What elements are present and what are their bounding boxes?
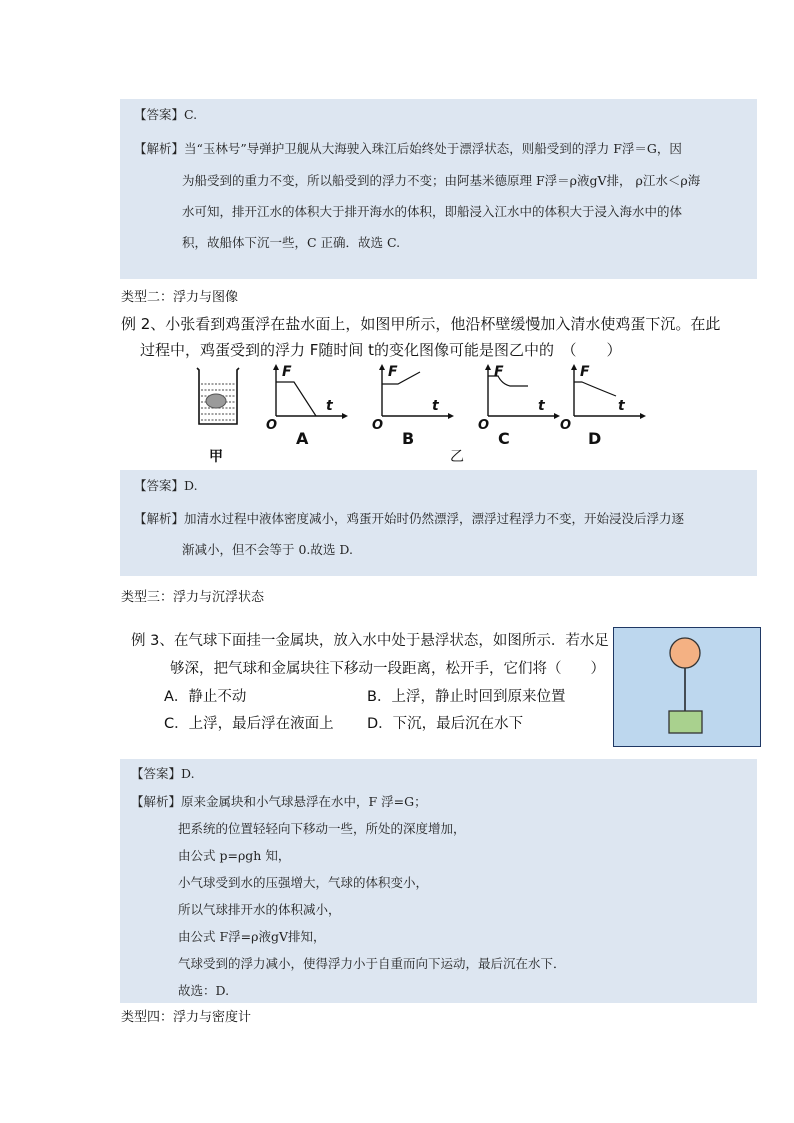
analysis-2-line2: 渐减小，但不会等于 0.故选 D. [182,542,353,557]
axis-t-a: t [326,398,333,414]
example3-line1: 例 3、在气球下面挂一金属块，放入水中处于悬浮状态，如图所示．若水足 [131,633,609,649]
fig-jia-label: 甲 [209,449,223,465]
analysis-1-line4: 积，故船体下沉一些，C 正确．故选 C. [182,235,401,250]
option-a: A．静止不动 [164,689,247,705]
example2-line2: 过程中，鸡蛋受到的浮力 F随时间 t的变化图像可能是图乙中的 （ ） [140,341,622,359]
axis-f-c: F [494,364,504,380]
analysis-1-line2: 为船受到的重力不变，所以船受到的浮力不变；由阿基米德原理 F浮＝ρ液gV排， ρ江水＜ρ海 [182,173,701,188]
graph-d-label: D [588,429,602,448]
answer-3: 【答案】D. [131,766,195,781]
graph-d [560,364,646,456]
analysis-3-line4: 小气球受到水的压强增大，气球的体积变小， [178,875,429,890]
curve-a [276,382,316,416]
type2-heading: 类型二：浮力与图像 [121,290,239,305]
example3-line2: 够深，把气球和金属块往下移动一段距离，松开手，它们将（ ） [170,661,605,677]
balloon [670,638,700,668]
graph-a [262,364,348,456]
fig-yi-label: 乙 [450,449,464,465]
graph-c-label: C [498,429,510,448]
axis-o-b: O [372,418,384,433]
axis-t-b: t [432,398,439,414]
type4-heading: 类型四：浮力与密度计 [121,1010,252,1025]
egg [206,394,226,408]
option-c: C．上浮，最后浮在液面上 [164,716,334,732]
axis-f-d: F [580,364,590,380]
answer-1: 【答案】C. [134,107,198,122]
graph-a-label: A [296,429,309,448]
analysis-3-line2: 把系统的位置轻轻向下移动一些，所处的深度增加， [178,821,466,836]
beaker-figure [195,366,241,428]
graph-c [474,364,560,456]
analysis-3-line8: 故选：D. [178,983,230,998]
analysis-3-line3: 由公式 p=ρgh 知， [178,848,291,863]
graph-b-label: B [402,429,415,448]
analysis-2-line1: 【解析】加清水过程中液体密度减小，鸡蛋开始时仍然漂浮，漂浮过程浮力不变，开始浸没后浮力逐 [134,511,685,526]
axis-o-a: O [266,418,278,433]
analysis-3-line5: 所以气球排开水的体积减小， [178,902,341,917]
balloon-figure [613,627,761,747]
metal-block [669,711,702,733]
example2-line1: 例 2、小张看到鸡蛋浮在盐水面上，如图甲所示，他沿杯壁缓慢加入清水使鸡蛋下沉。在此 [121,315,721,333]
answer-box-1 [120,99,757,279]
analysis-3-line7: 气球受到的浮力减小，使得浮力小于自重而向下运动，最后沉在水下． [178,956,566,971]
axis-t-d: t [618,398,625,414]
axis-o-d: O [560,418,572,433]
analysis-1-line1: 【解析】当“玉林号”导弹护卫舰从大海驶入珠江后始终处于漂浮状态，则船受到的浮力 F浮＝G，因 [134,141,682,156]
type3-heading: 类型三：浮力与沉浮状态 [121,590,265,605]
axis-f-b: F [388,364,398,380]
analysis-3-line1: 【解析】原来金属块和小气球悬浮在水中，F 浮=G； [131,794,427,809]
graph-b [368,364,454,456]
axis-o-c: O [478,418,490,433]
axis-t-c: t [538,398,545,414]
axis-f-a: F [282,364,292,380]
analysis-1-line3: 水可知，排开江水的体积大于排开海水的体积，即船浸入江水中的体积大于浸入海水中的体 [182,204,683,219]
curve-d [574,382,616,396]
analysis-3-line6: 由公式 F浮=ρ液gV排知， [178,929,326,944]
option-b: B．上浮，静止时回到原来位置 [367,689,566,705]
option-d: D．下沉，最后沉在水下 [367,716,524,732]
answer-2: 【答案】D. [134,478,198,493]
